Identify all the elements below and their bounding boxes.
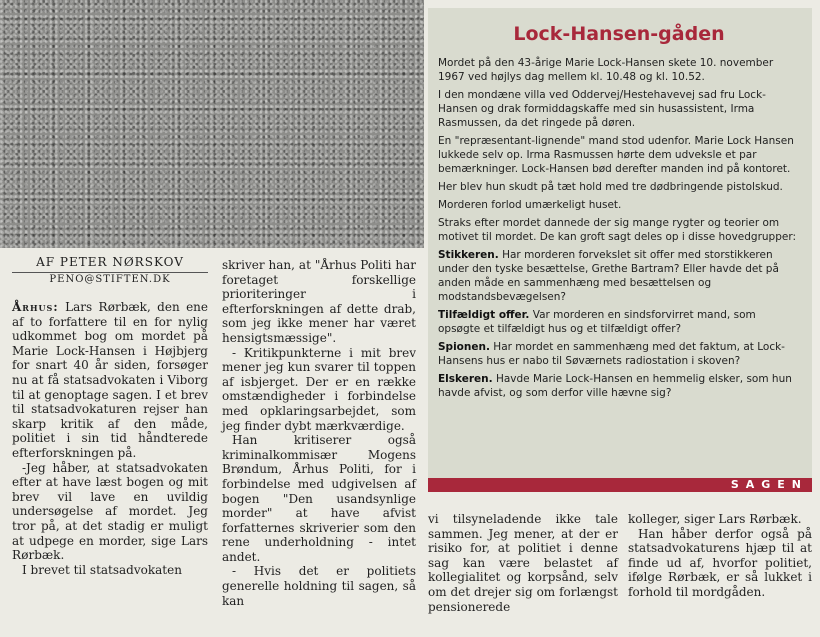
article-paragraph: Århus: Lars Rørbæk, den ene af to forfattere til en for nylig udkommet bog om mordet på Marie Lock-Hansen i Højbjerg for snart 40 år siden, forsøger nu at få statsadvokaten i Viborg til at genoptage sagen. I et brev til statsadvokaturen rejser han skarp kritik af den måde, politiet i sin tid håndterede efterforskningen på. (12, 300, 208, 460)
article-paragraph: Han håber derfor også på statsadvokaturens hjæp til at finde ud af, hvorfor politiet, ifølge Rørbæk, er så lukket i forhold til mordgåden. (628, 526, 812, 599)
group-label: Spionen. (438, 341, 490, 353)
fact-group (438, 340, 800, 368)
fact-paragraph: Morderen forlod umærkeligt huset. (438, 199, 622, 211)
article-column-1 (12, 300, 208, 577)
article-column-4 (628, 512, 812, 600)
article-paragraph: Han kritiserer også kriminalkommisær Mogens Brøndum, Århus Politi, for i forbindelse med udgivelsen af bogen "Den usandsynlige morder" at have afvist forfatternes skriverier som den rene underholdning - intet andet. (222, 433, 416, 564)
article-paragraph: - Hvis det er politiets generelle holdning til sagen, så kan (222, 564, 416, 608)
article-column-3 (428, 512, 618, 614)
article-paragraph: -Jeg håber, at statsadvokaten efter at have læst bogen og mit brev vil lave en uvildig undersøgelse af mordet. Jeg tror på, at det stadig er muligt at udpege en morder, sige Lars Rørbæk. (12, 460, 208, 563)
author-email: PENO@STIFTEN.DK (12, 272, 208, 287)
article-paragraph: skriver han, at "Århus Politi har foretaget forskellige prioriteringer i efterforskningen af dette drab, som jeg ikke mener har været hensigtsmæssige". (222, 258, 416, 345)
group-text: Havde Marie Lock-Hansen en hemmelig elsker, som hun havde afvist, og som derfor ville hævne sig? (438, 373, 792, 399)
article-paragraph: - Kritikpunkterne i mit brev mener jeg kun svarer til toppen af isbjerget. Der er en række omstændigheder i forbindelse med opklaringsarbejdet, som jeg finder dybt mærkværdige. (222, 345, 416, 433)
section-footer-bar: SAGEN (428, 478, 812, 492)
article-column-2 (222, 258, 416, 608)
fact-paragraph: Mordet på den 43-årige Marie Lock-Hansen skete 10. november 1967 ved højlys dag mellem kl. 10.48 og kl. 10.52. (438, 57, 774, 83)
fact-group (438, 248, 800, 304)
fact-paragraph: Her blev hun skudt på tæt hold med tre dødbringende pistolskud. (438, 181, 783, 193)
fact-group (438, 308, 800, 336)
fact-paragraph: I den mondæne villa ved Oddervej/Hestehavevej sad fru Lock-Hansen og drak formiddagskaffe med sin husassistent, Irma Rasmussen, da det ringede på døren. (438, 89, 766, 129)
granite-photo (0, 0, 424, 248)
group-text: Har mordet en sammenhæng med det faktum, at Lock-Hansens hus er nabo til Søværnets radiostation i skoven? (438, 341, 785, 367)
group-label: Elskeren. (438, 373, 493, 385)
article-paragraph: kolleger, siger Lars Rørbæk. (628, 512, 802, 526)
group-label: Tilfældigt offer. (438, 309, 530, 321)
group-text: Har morderen forvekslet sit offer med storstikkeren under den tyske besættelse, Grethe Bartram? Eller havde det på anden måde en sammenhæng med besættelsen og modstandsbevægelsen? (438, 249, 779, 303)
article-paragraph: vi tilsyneladende ikke tale sammen. Jeg mener, at der er risiko for, at politiet i denne sag kan være belastet af kollegialitet og korpsånd, selv om det drejer sig om forlængst pensionerede (428, 512, 618, 614)
byline-block (12, 254, 208, 287)
fact-box-title: Lock-Hansen-gåden (513, 23, 725, 45)
dateline: Århus: (12, 300, 59, 314)
group-text: Var morderen en sindsforvirret mand, som opsøgte et tilfældigt hus og et tilfældigt offer? (438, 309, 756, 335)
fact-box (428, 8, 812, 492)
fact-paragraph: En "repræsentant-lignende" mand stod udenfor. Marie Lock Hansen lukkede selv op. Irma Rasmussen hørte dem udveksle et par bemærkninger. Lock-Hansen bød derefter manden ind på kontoret. (438, 135, 794, 175)
fact-paragraph: Straks efter mordet dannede der sig mange rygter og teorier om motivet til mordet. De kan groft sagt deles op i disse hovedgrupper: (438, 217, 797, 243)
group-label: Stikkeren. (438, 249, 499, 261)
fact-group (438, 372, 800, 400)
byline: AF PETER NØRSKOV (36, 255, 184, 269)
article-paragraph: I brevet til statsadvokaten (22, 562, 182, 577)
